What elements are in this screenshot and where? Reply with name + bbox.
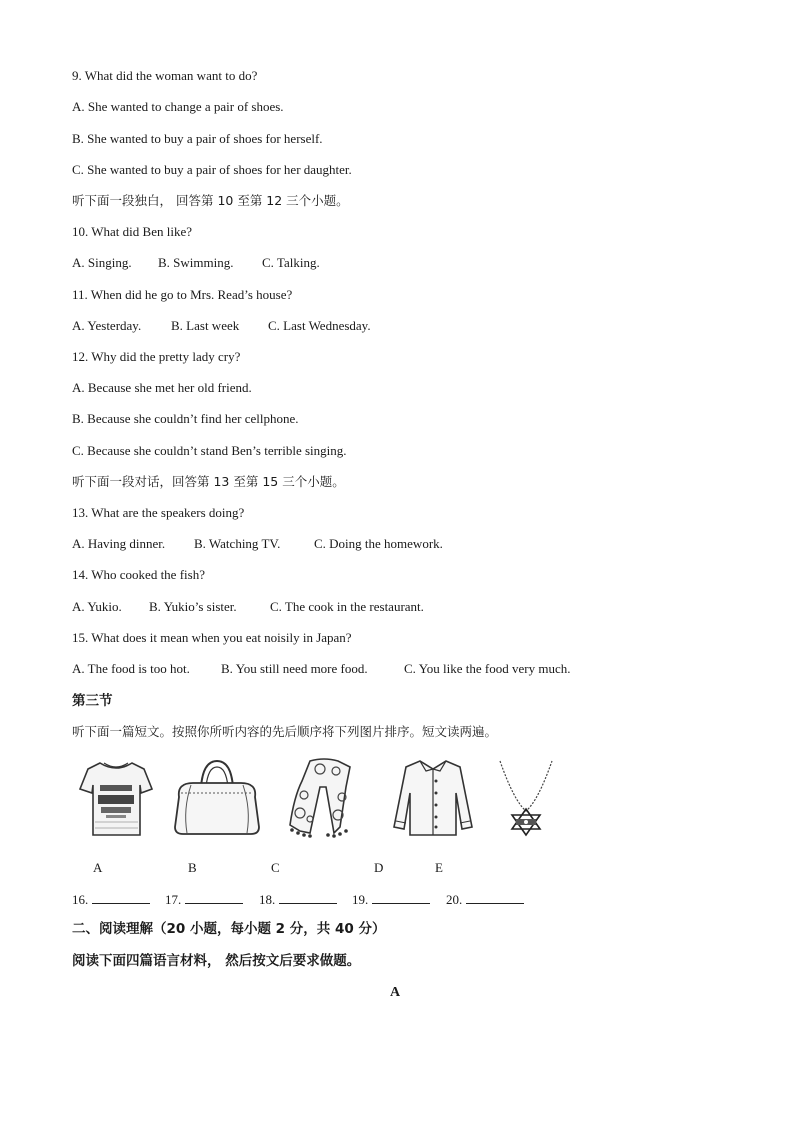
answer-blank-20[interactable]: 20. xyxy=(446,890,524,908)
q14-question: 14. Who cooked the fish? xyxy=(72,567,205,582)
q15-options xyxy=(72,661,570,677)
q15-option-c: C. You like the food very much. xyxy=(404,661,571,676)
q13-option-c: C. Doing the homework. xyxy=(314,536,443,551)
q15-option-b: B. You still need more food. xyxy=(221,661,368,676)
part2-title: 二、阅读理解（20 小题，每小题 2 分，共 40 分） xyxy=(72,921,386,937)
q11-option-b: B. Last week xyxy=(171,318,240,333)
tshirt-icon xyxy=(78,757,154,839)
q11-option-c: C. Last Wednesday. xyxy=(268,318,371,333)
q15-question: 15. What does it mean when you eat noisily in Japan? xyxy=(72,630,352,645)
q13-option-a: A. Having dinner. xyxy=(72,536,166,551)
q13-option-b: B. Watching TV. xyxy=(194,536,281,551)
q12-option-a: A. Because she met her old friend. xyxy=(72,380,252,395)
q14-option-b: B. Yukio’s sister. xyxy=(149,599,237,614)
necklace-icon xyxy=(488,757,564,839)
q10-option-b: B. Swimming. xyxy=(158,255,234,270)
picture-letter-c: C xyxy=(271,860,280,875)
q12-option-c: C. Because she couldn’t stand Ben’s terrible singing. xyxy=(72,443,347,458)
q12-option-b: B. Because she couldn’t find her cellphone. xyxy=(72,411,299,426)
section3-title: 第三节 xyxy=(72,693,113,709)
answer-blank-18[interactable]: 18. xyxy=(259,890,337,908)
picture-letter-b: B xyxy=(188,860,197,875)
picture-letter-e: E xyxy=(435,860,443,875)
answer-blank-16[interactable]: 16. xyxy=(72,890,150,908)
section3-instruction: 听下面一篇短文。按照你所听内容的先后顺序将下列图片排序。短文读两遍。 xyxy=(72,724,498,739)
q13-question: 13. What are the speakers doing? xyxy=(72,505,245,520)
picture-letter-a: A xyxy=(93,860,103,875)
shirt-icon xyxy=(390,757,476,837)
q12-question: 12. Why did the pretty lady cry? xyxy=(72,349,241,364)
q14-options xyxy=(72,599,424,615)
q11-question: 11. When did he go to Mrs. Read’s house? xyxy=(72,287,293,302)
q9-option-b: B. She wanted to buy a pair of shoes for herself. xyxy=(72,131,323,146)
q10-question: 10. What did Ben like? xyxy=(72,224,192,239)
q14-option-c: C. The cook in the restaurant. xyxy=(270,599,424,614)
scarf-icon xyxy=(280,757,368,839)
answer-blank-19[interactable]: 19. xyxy=(352,890,430,908)
q15-option-a: A. The food is too hot. xyxy=(72,661,190,676)
q10-options xyxy=(72,255,320,271)
q13-options xyxy=(72,536,443,552)
passage-label: A xyxy=(390,985,401,1000)
q11-option-a: A. Yesterday. xyxy=(72,318,142,333)
intro-13-15: 听下面一段对话，回答第 13 至第 15 三个小题。 xyxy=(72,474,345,489)
q9-option-a: A. She wanted to change a pair of shoes. xyxy=(72,99,284,114)
intro-10-12: 听下面一段独白， 回答第 10 至第 12 三个小题。 xyxy=(72,193,349,208)
handbag-icon xyxy=(171,757,263,837)
picture-letter-d: D xyxy=(374,860,384,875)
q10-option-a: A. Singing. xyxy=(72,255,132,270)
q10-option-c: C. Talking. xyxy=(262,255,320,270)
answer-blank-17[interactable]: 17. xyxy=(165,890,243,908)
q9-question: 9. What did the woman want to do? xyxy=(72,68,258,83)
q14-option-a: A. Yukio. xyxy=(72,599,122,614)
part2-instruction: 阅读下面四篇语言材料， 然后按文后要求做题。 xyxy=(72,953,361,969)
q9-option-c: C. She wanted to buy a pair of shoes for her daughter. xyxy=(72,162,352,177)
q11-options xyxy=(72,318,371,334)
